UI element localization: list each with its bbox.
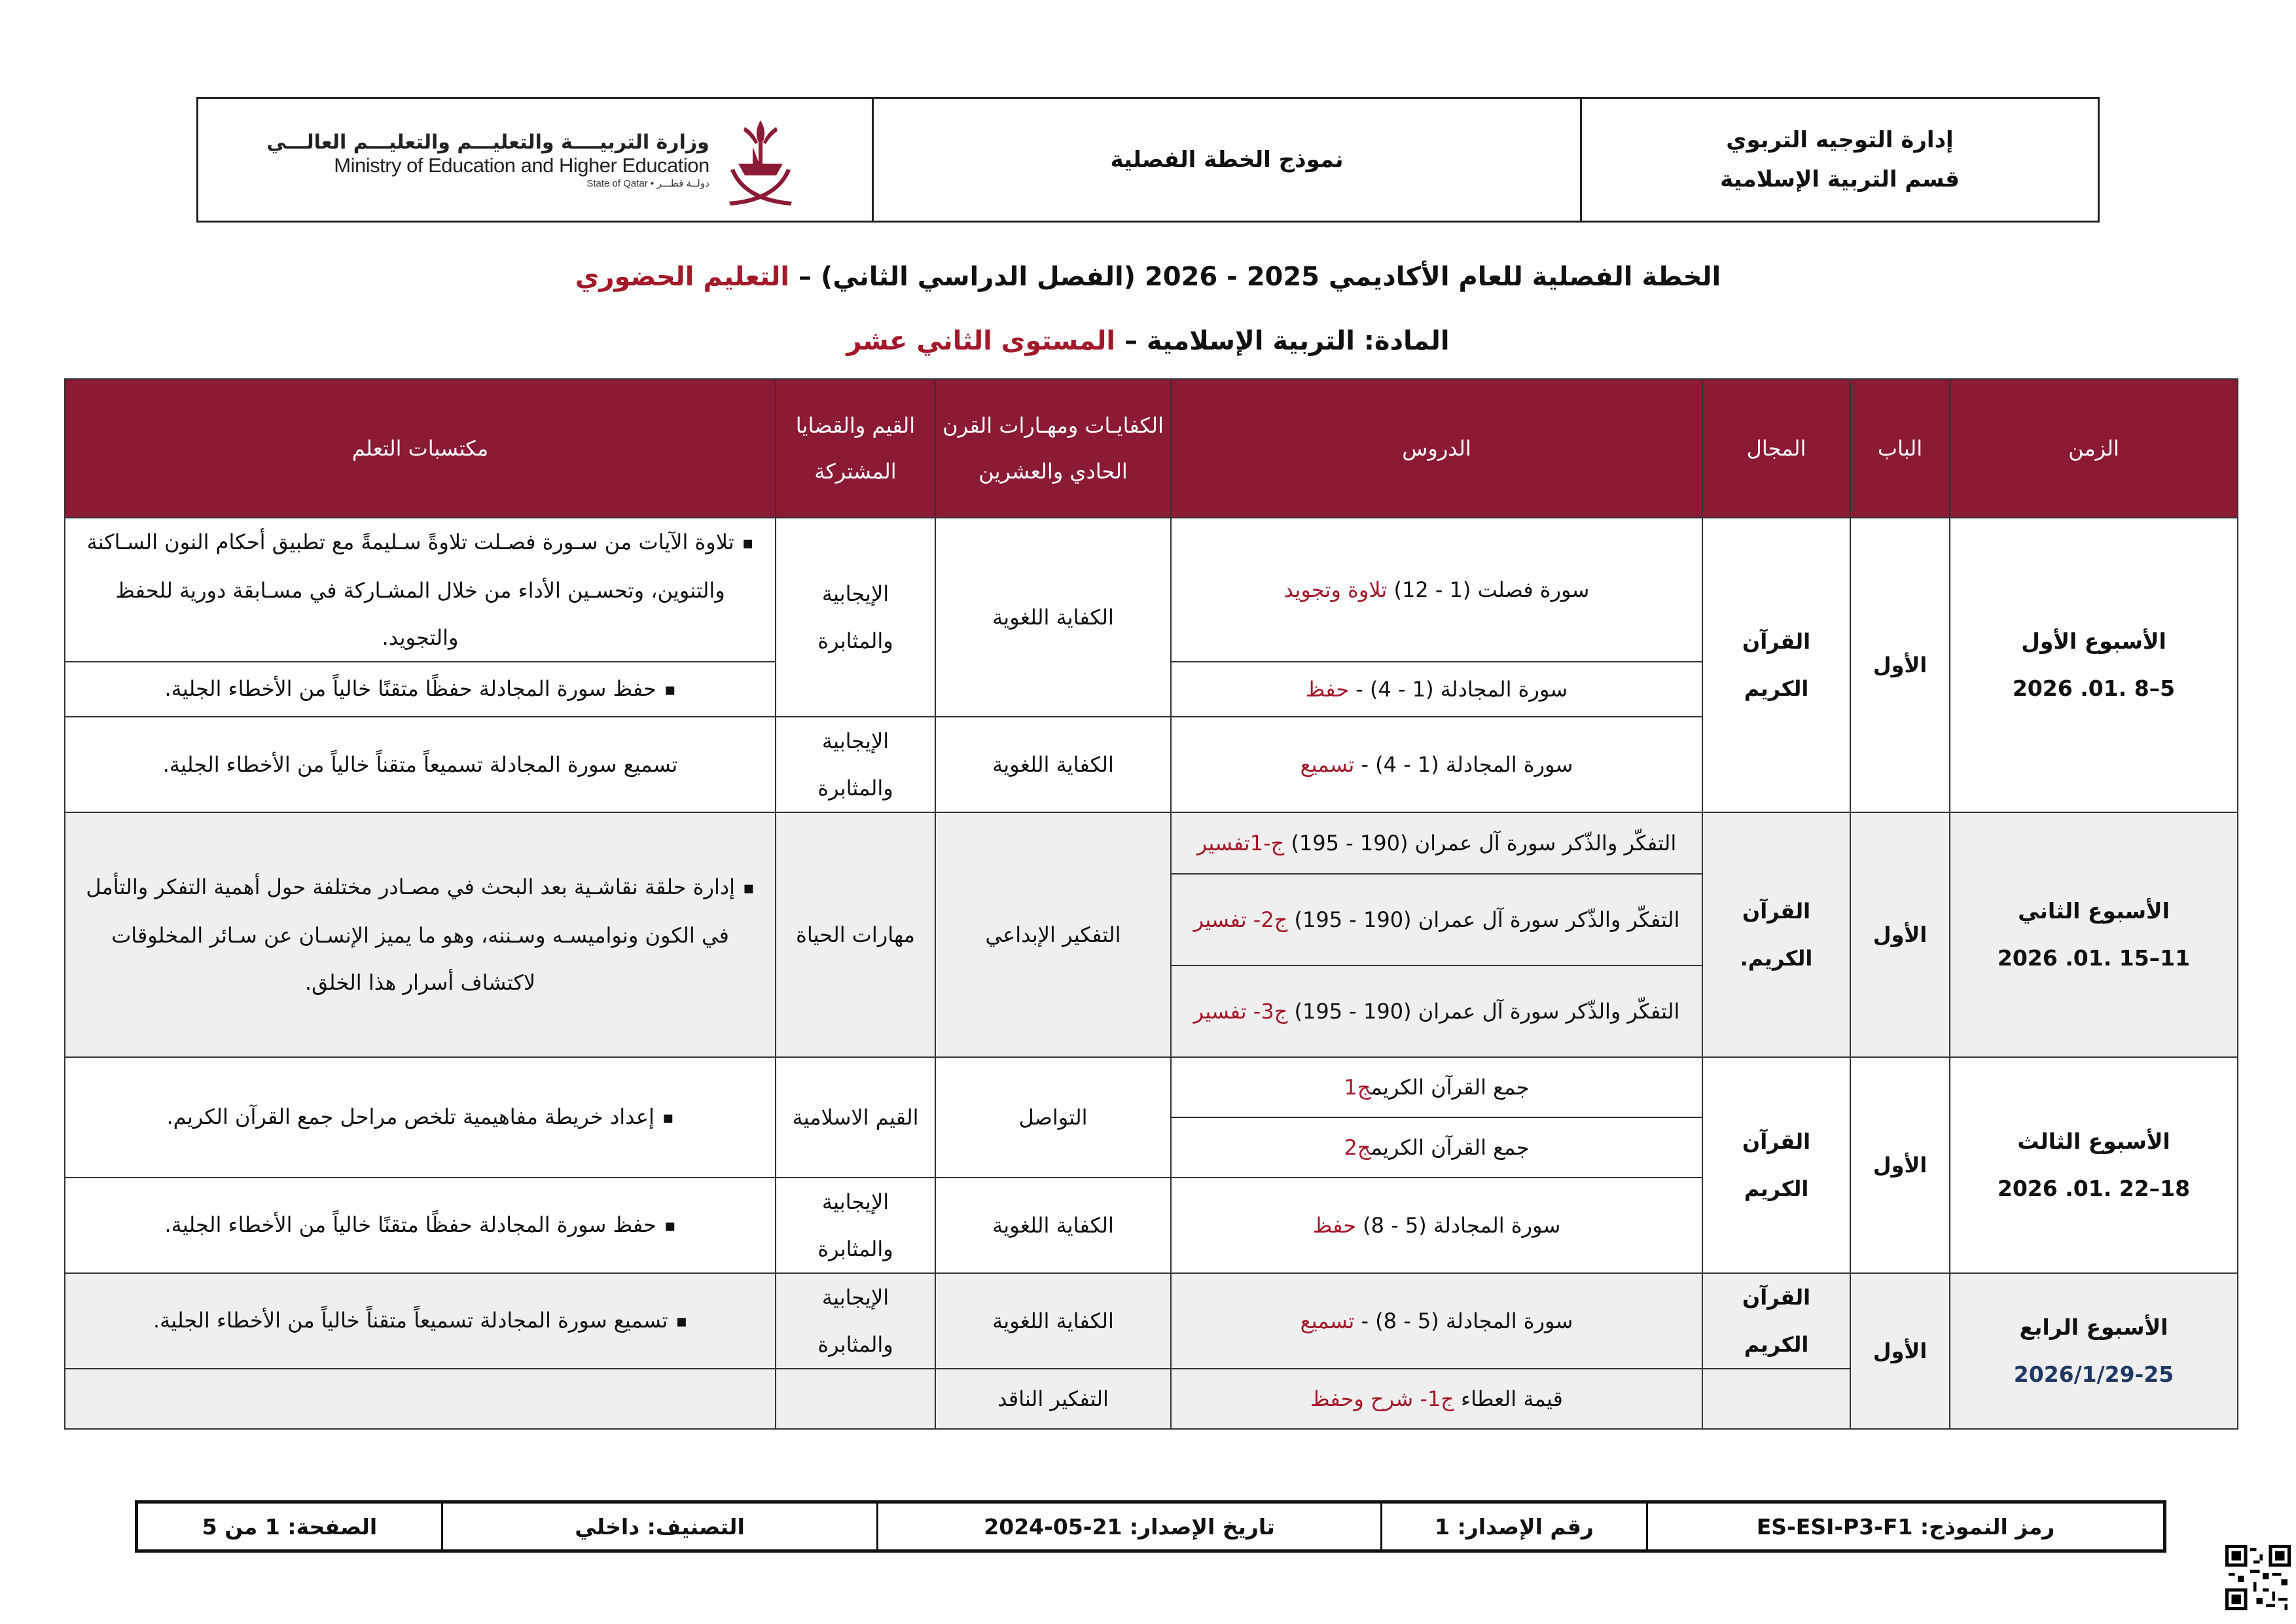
week4-outcome-empty <box>65 1369 776 1429</box>
week2-lesson-1: التفكّر والذّكر سورة آل عمران (190 - 195) ج-1تفسير <box>1171 812 1702 874</box>
week2-values: مهارات الحياة <box>776 812 935 1057</box>
col-header-outcomes: مكتسبات التعلم <box>65 379 776 518</box>
col-header-time: الزمن <box>1950 379 2238 518</box>
table-row <box>65 812 2238 874</box>
week1-domain: القرآن الكريم <box>1702 518 1850 812</box>
page-number: الصفحة: 1 من 5 <box>202 1513 378 1540</box>
week1-outcome-1: ▪ تلاوة الآيات من سـورة فصـلت تلاوةً سـليمةً مع تطبيق أحكام النون السـاكنة والتنوين، وتحسـين الأداء من خلال المشـاركة في مسـابقة دورية للحفظ والتجويد. <box>65 518 776 662</box>
week1-time: الأسبوع الأول 5–8 .01. 2026 <box>1950 518 2238 812</box>
subject-title: المادة: التربية الإسلامية – المستوى الثاني عشر <box>846 326 1450 356</box>
col-header-values: القيم والقضايا المشتركة <box>776 379 935 518</box>
department-cell <box>1582 99 2098 221</box>
week3-values-2: الإيجابية والمثابرة <box>776 1178 935 1273</box>
week4-outcome-1: ▪ تسميع سورة المجادلة تسميعاً متقناً خالياً من الأخطاء الجلية. <box>65 1273 776 1369</box>
week4-competency-1: الكفاية اللغوية <box>935 1273 1171 1369</box>
document-header <box>196 97 2100 223</box>
week3-competency-2: الكفاية اللغوية <box>935 1178 1171 1273</box>
week4-values-1: الإيجابية والمثابرة <box>776 1273 935 1369</box>
week3-competency-1: التواصل <box>935 1057 1171 1178</box>
table-header-row <box>65 379 2238 518</box>
week1-outcome-3: تسميع سورة المجادلة تسميعاً متقناً خالياً من الأخطاء الجلية. <box>65 717 776 812</box>
col-header-lessons: الدروس <box>1171 379 1702 518</box>
qatar-emblem-icon <box>719 107 804 212</box>
section-name: قسم التربية الإسلامية <box>1720 166 1960 192</box>
week2-unit: الأول <box>1850 812 1950 1057</box>
week1-lesson-2: سورة المجادلة (1 - 4) - حفظ <box>1171 662 1702 717</box>
week3-outcome-1: ▪ إعداد خريطة مفاهيمية تلخص مراحل جمع القرآن الكريم. <box>65 1057 776 1178</box>
week1-competency-1: الكفاية اللغوية <box>935 518 1171 717</box>
grade-level: المستوى الثاني عشر <box>846 326 1116 356</box>
week4-time: الأسبوع الرابع 2026/1/29-25 <box>1950 1273 2238 1429</box>
week4-lesson-2: قيمة العطاء ج1- شرح وحفظ <box>1171 1369 1702 1429</box>
classification: التصنيف: داخلي <box>441 1504 876 1549</box>
week3-lesson-1: جمع القرآن الكريمج1 <box>1171 1057 1702 1117</box>
week2-time: الأسبوع الثاني 11–15 .01. 2026 <box>1950 812 2238 1057</box>
document-footer <box>135 1500 2166 1553</box>
form-title-cell <box>874 99 1582 221</box>
week1-outcome-2: ▪ حفظ سورة المجادلة حفظًا متقنًا خالياً من الأخطاء الجلية. <box>65 662 776 717</box>
week3-values-1: القيم الاسلامية <box>776 1057 935 1178</box>
department-name: إدارة التوجيه التربوي <box>1726 127 1954 153</box>
week3-domain: القرآن الكريم <box>1702 1057 1850 1273</box>
week4-unit: الأول <box>1850 1273 1950 1429</box>
issue-date: تاريخ الإصدار: 21-05-2024 <box>876 1504 1380 1549</box>
week3-unit: الأول <box>1850 1057 1950 1273</box>
qr-code-icon <box>2225 1545 2291 1610</box>
teaching-mode: التعليم الحضوري <box>575 262 790 292</box>
col-header-unit: الباب <box>1850 379 1950 518</box>
col-header-domain: المجال <box>1702 379 1850 518</box>
week1-values-1: الإيجابية والمثابرة <box>776 518 935 717</box>
state-label: State of Qatar • دولــة قطـــر <box>586 177 709 189</box>
ministry-name-en: Ministry of Education and Higher Education <box>334 153 709 177</box>
week2-lesson-2: التفكّر والذّكر سورة آل عمران (190 - 195) ج2- تفسير <box>1171 874 1702 965</box>
week1-values-2: الإيجابية والمثابرة <box>776 717 935 812</box>
week4-domain-empty <box>1702 1369 1850 1429</box>
week1-competency-2: الكفاية اللغوية <box>935 717 1171 812</box>
form-code: رمز النموذج: ES-ESI-P3-F1 <box>1646 1504 2163 1549</box>
week3-lesson-3: سورة المجادلة (5 - 8) حفظ <box>1171 1178 1702 1273</box>
week1-lesson-3: سورة المجادلة (1 - 4) - تسميع <box>1171 717 1702 812</box>
week4-competency-2: التفكير الناقد <box>935 1369 1171 1429</box>
week2-domain: القرآن الكريم. <box>1702 812 1850 1057</box>
plan-title: الخطة الفصلية للعام الأكاديمي 2025 - 2026 (الفصل الدراسي الثاني) – التعليم الحضوري <box>575 262 1721 292</box>
table-row <box>65 1273 2238 1369</box>
ministry-name-ar: وزارة التربيــــة والتعليـــم والتعليـــم العالـــي <box>266 130 709 154</box>
week2-competency: التفكير الإبداعي <box>935 812 1171 1057</box>
week2-outcome: ▪ إدارة حلقة نقاشـية بعد البحث في مصـادر مختلفة حول أهمية التفكر والتأمل في الكون ونواميسـه وسـننه، وهو ما يميز الإنسـان عن سـائر المخلوقات لاكتشاف أسرار هذا الخلق. <box>65 812 776 1057</box>
form-title: نموذج الخطة الفصلية <box>1110 147 1344 173</box>
ministry-logo-cell <box>198 99 874 221</box>
table-row <box>65 518 2238 662</box>
ministry-name <box>266 131 709 189</box>
week3-lesson-2: جمع القرآن الكريمج2 <box>1171 1117 1702 1178</box>
version-number: رقم الإصدار: 1 <box>1380 1504 1646 1549</box>
week4-values-empty <box>776 1369 935 1429</box>
week3-time: الأسبوع الثالث 18–22 .01. 2026 <box>1950 1057 2238 1273</box>
week4-lesson-1: سورة المجادلة (5 - 8) - تسميع <box>1171 1273 1702 1369</box>
col-header-competencies: الكفايـات ومهـارات القرن الحادي والعشرين <box>935 379 1171 518</box>
table-row <box>65 1057 2238 1117</box>
week1-lesson-1: سورة فصلت (1 - 12) تلاوة وتجويد <box>1171 518 1702 662</box>
week2-lesson-3: التفكّر والذّكر سورة آل عمران (190 - 195) ج3- تفسير <box>1171 965 1702 1057</box>
week4-domain: القرآن الكريم <box>1702 1273 1850 1369</box>
week3-outcome-2: ▪ حفظ سورة المجادلة حفظًا متقنًا خالياً من الأخطاء الجلية. <box>65 1178 776 1273</box>
week1-unit: الأول <box>1850 518 1950 812</box>
semester-plan-table <box>64 378 2238 1430</box>
